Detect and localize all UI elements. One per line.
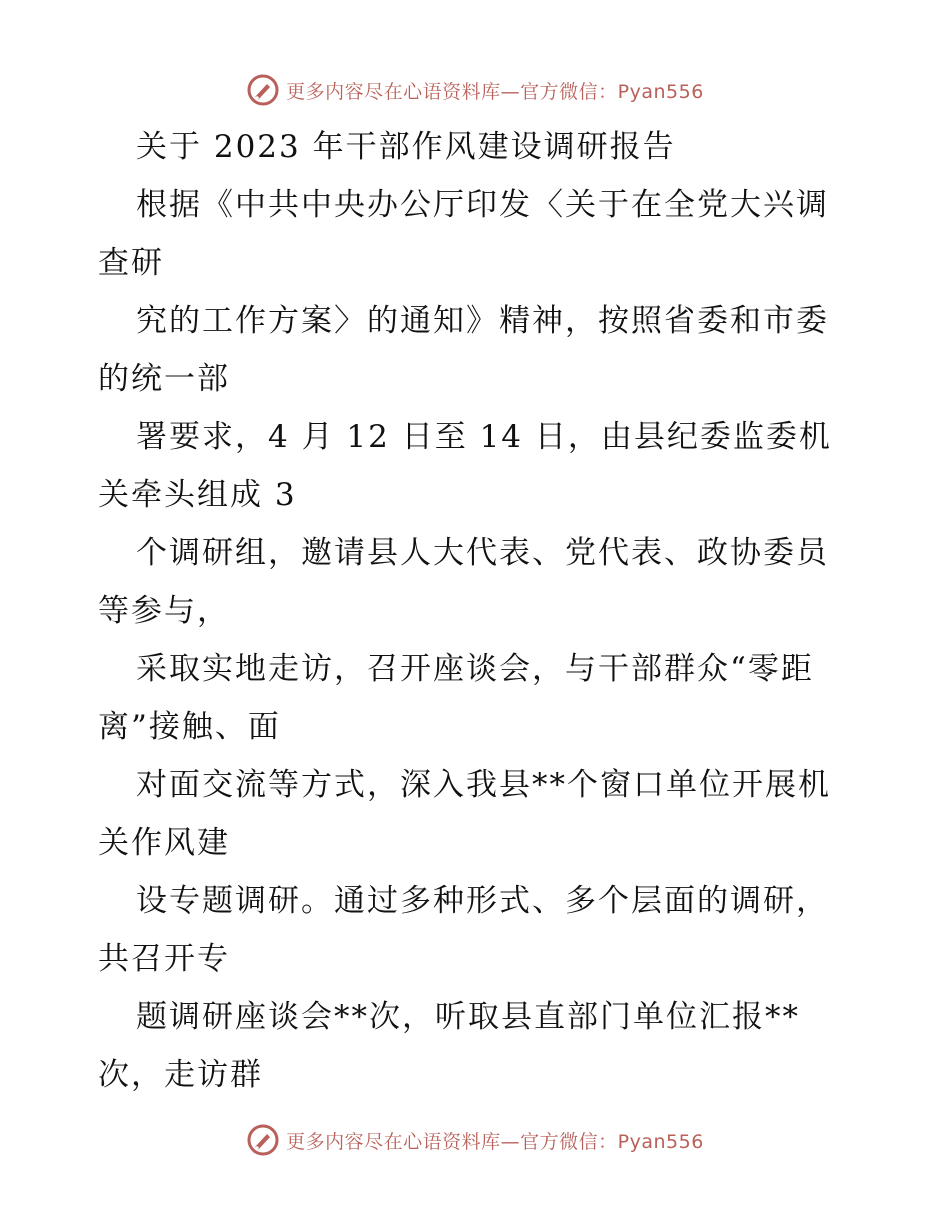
text-line: 关作风建 <box>98 825 230 861</box>
text-line: 究的工作方案〉的通知》精神，按照省委和市委 <box>136 303 829 339</box>
text-line: 查研 <box>98 245 164 281</box>
text-line: 根据《中共中央办公厅印发〈关于在全党大兴调 <box>136 187 829 223</box>
text-line: 的统一部 <box>98 361 230 397</box>
text-line: 次，走访群 <box>98 1057 263 1093</box>
footer-watermark <box>0 1120 950 1160</box>
quill-logo-icon <box>246 1123 280 1157</box>
text-line: 采取实地走访，召开座谈会，与干部群众“零距 <box>136 651 814 687</box>
watermark-text: 更多内容尽在心语资料库—官方微信：Pyan556 <box>286 1130 704 1153</box>
text-line: 对面交流等方式，深入我县**个窗口单位开展机 <box>136 767 831 803</box>
quill-logo-icon <box>246 73 280 107</box>
text-line: 等参与， <box>98 593 230 629</box>
text-line: 关牵头组成 3 <box>98 477 297 513</box>
document-body <box>98 118 858 1104</box>
header-watermark <box>0 70 950 110</box>
text-line: 题调研座谈会**次，听取县直部门单位汇报** <box>136 999 800 1035</box>
text-line: 关于 2023 年干部作风建设调研报告 <box>136 129 676 165</box>
text-line: 离”接触、面 <box>98 709 281 745</box>
text-line: 设专题调研。通过多种形式、多个层面的调研， <box>136 883 829 919</box>
text-line: 共召开专 <box>98 941 230 977</box>
text-line: 署要求，4 月 12 日至 14 日，由县纪委监委机 <box>136 419 832 455</box>
text-line: 个调研组，邀请县人大代表、党代表、政协委员 <box>136 535 829 571</box>
watermark-text: 更多内容尽在心语资料库—官方微信：Pyan556 <box>286 80 704 103</box>
